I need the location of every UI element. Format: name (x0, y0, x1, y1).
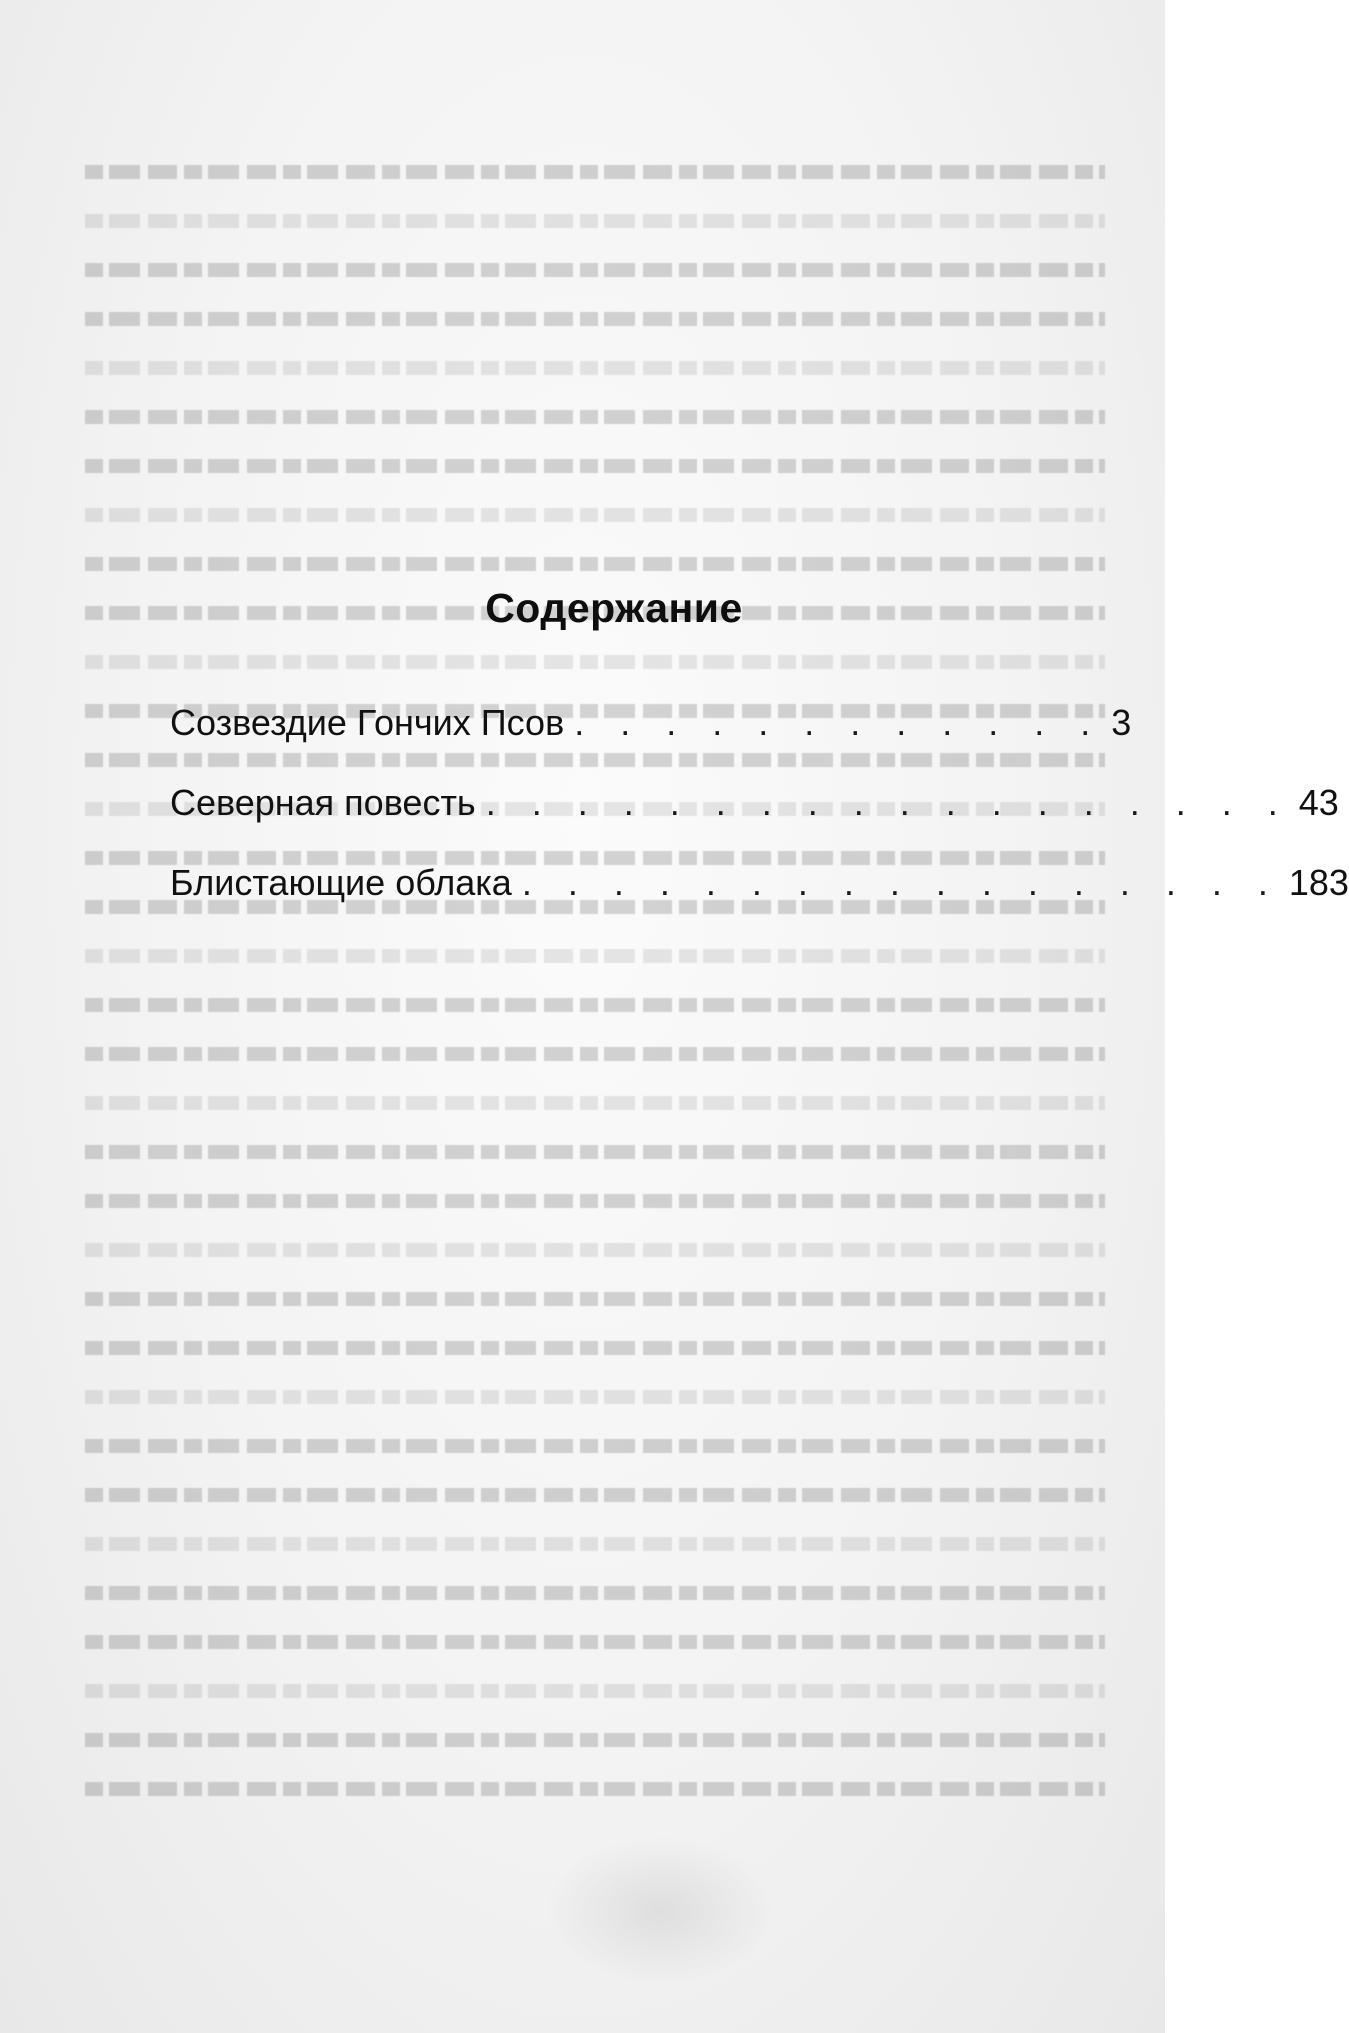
toc-entry (170, 702, 1132, 750)
toc-heading: Содержание (485, 585, 743, 631)
toc-entry (170, 862, 1349, 910)
toc-dot-leader: . . . . . . . . . . . . . . . . . (521, 862, 1281, 903)
toc-entry-title: Созвездие Гончих Псов (170, 702, 565, 743)
toc-entry-page: 43 (1298, 782, 1339, 823)
table-of-contents (170, 585, 1349, 942)
toc-entry-title: Блистающие облака (170, 862, 512, 903)
toc-dot-leader: . . . . . . . . . . . . . . . . . . (485, 782, 1291, 823)
bleed-through-text (85, 145, 1105, 1865)
toc-dot-leader: . . . . . . . . . . . . (574, 702, 1104, 743)
toc-entry-title: Северная повесть (170, 782, 476, 823)
toc-entry-page: 3 (1111, 702, 1132, 743)
stamp-smudge (545, 1835, 775, 1985)
toc-entry-page: 183 (1288, 862, 1349, 903)
toc-entry (170, 782, 1339, 830)
